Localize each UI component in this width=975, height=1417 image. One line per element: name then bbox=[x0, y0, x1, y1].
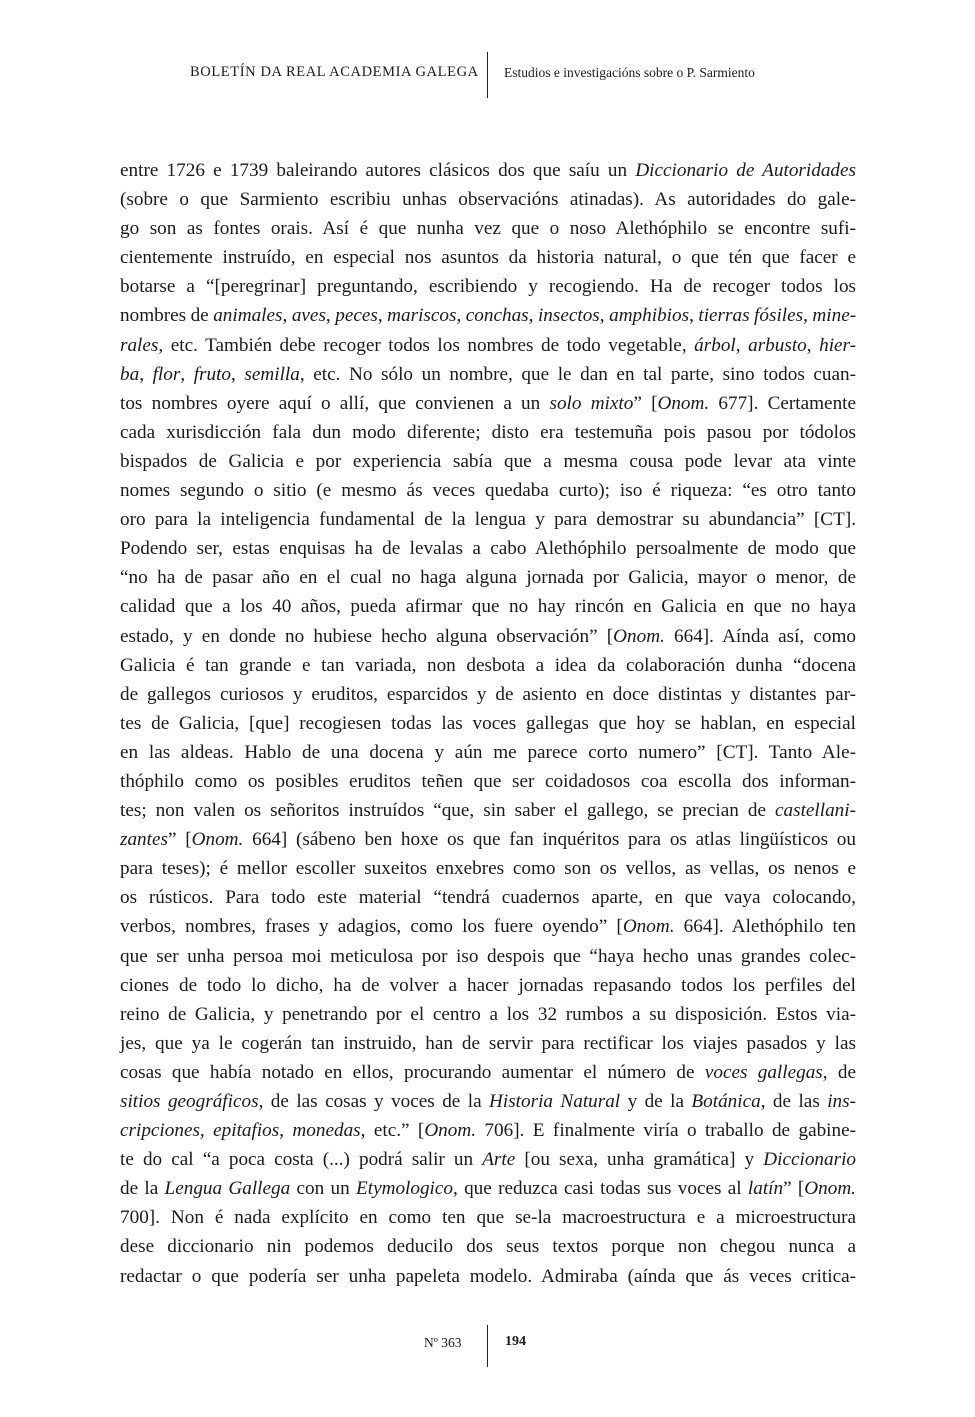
italic-text: Diccionario bbox=[763, 1149, 856, 1171]
text-line bbox=[120, 680, 856, 709]
italic-text: ba bbox=[120, 363, 140, 385]
text-segment: de gallegos curiosos y eruditos, esparcidos y de asiento en doce distintas y distantes par- bbox=[120, 683, 856, 705]
text-line bbox=[120, 1145, 856, 1174]
text-segment: ciones de todo lo dicho, ha de volver a hacer jornadas repasando todos los perfiles del bbox=[120, 974, 856, 996]
section-title: Estudios e investigacións sobre o P. Sarmiento bbox=[504, 65, 755, 80]
text-segment: , bbox=[735, 334, 749, 356]
italic-text: fruto bbox=[193, 363, 232, 385]
text-line bbox=[120, 592, 856, 621]
text-line bbox=[120, 505, 856, 534]
italic-text: Botánica bbox=[691, 1091, 761, 1112]
text-line bbox=[120, 360, 856, 389]
text-line bbox=[120, 651, 856, 680]
text-line bbox=[120, 418, 856, 447]
italic-text: arbusto bbox=[748, 334, 807, 356]
text-segment: 700]. Non é nada explícito en como ten que se-la macroestructura e a microestructura bbox=[120, 1207, 856, 1229]
italic-text: castellani- bbox=[775, 800, 856, 822]
italic-text: conchas bbox=[465, 305, 529, 327]
text-segment: go son as fontes orais. Así é que nunha vez que o noso Alethóphilo se encontre sufi- bbox=[120, 218, 856, 240]
text-line bbox=[120, 971, 856, 1000]
issue-number: Nº 363 bbox=[424, 1335, 462, 1350]
text-line bbox=[120, 1232, 856, 1261]
text-segment: calidad que a los 40 años, pueda afirmar que no hay rincón en Galicia en que no haya bbox=[120, 596, 856, 618]
text-segment: bispados de Galicia e por experiencia sabía que a mesma cousa pode levar ata vinte bbox=[120, 450, 856, 472]
text-segment: ” [ bbox=[167, 829, 192, 851]
italic-text: ins- bbox=[827, 1091, 856, 1112]
text-line bbox=[120, 1203, 856, 1232]
text-line bbox=[120, 854, 856, 883]
italic-text: Onom. bbox=[622, 916, 675, 938]
text-segment: Podendo ser, estas enquisas ha de levalas a cabo Alethóphilo persoalmente de modo que bbox=[120, 538, 856, 560]
italic-text: Arte bbox=[482, 1149, 516, 1171]
text-segment: y de la bbox=[620, 1091, 692, 1112]
text-line bbox=[120, 796, 856, 825]
text-segment: botarse a “[peregrinar] preguntando, escribiendo y recogiendo. Ha de recoger todos los bbox=[120, 276, 856, 298]
italic-text: Onom. bbox=[613, 625, 665, 647]
italic-text: cripciones, epitafios bbox=[120, 1120, 280, 1142]
text-line bbox=[120, 767, 856, 796]
italic-text: latín bbox=[747, 1178, 784, 1200]
text-line bbox=[120, 912, 856, 941]
text-segment: ” [ bbox=[783, 1178, 805, 1200]
text-segment: , que reduzca casi todas sus voces al bbox=[453, 1178, 748, 1200]
italic-text: semilla bbox=[244, 363, 300, 385]
text-segment: cientemente instruído, en especial nos asuntos da historia natural, o que tén que facer e bbox=[120, 247, 856, 269]
text-segment: oro para la inteligencia fundamental de la lengua y para demostrar su abundancia” [CT]. bbox=[120, 509, 856, 531]
text-line bbox=[120, 301, 856, 330]
text-segment: , bbox=[599, 305, 610, 327]
text-segment: , de las cosas y voces de la bbox=[258, 1091, 490, 1112]
text-line bbox=[120, 447, 856, 476]
text-segment: tes; non valen os señoritos instruídos “que, sin saber el gallego, se precian de bbox=[120, 800, 775, 822]
italic-text: Etymologico bbox=[356, 1178, 453, 1200]
text-segment: nombres de bbox=[120, 305, 214, 327]
text-segment: , bbox=[279, 1120, 293, 1142]
text-line bbox=[120, 563, 856, 592]
text-line bbox=[120, 331, 856, 360]
text-segment: te do cal “a poca costa (...) podrá salir un bbox=[120, 1149, 483, 1171]
text-line bbox=[120, 883, 856, 912]
text-line bbox=[120, 272, 856, 301]
text-segment: reino de Galicia, y penetrando por el centro a los 32 rumbos a su disposición. Estos via- bbox=[120, 1003, 856, 1025]
text-segment: dese diccionario nin podemos deducilo dos seus textos porque non chegou nunca a bbox=[120, 1236, 856, 1258]
header-divider bbox=[487, 52, 488, 98]
text-segment: cosas que había notado en ellos, procurando aumentar el número de bbox=[120, 1061, 705, 1083]
italic-text: insectos bbox=[537, 305, 600, 327]
text-segment: , etc. También debe recoger todos los nombres de todo vegetable, bbox=[158, 334, 695, 356]
journal-title: BOLETÍN DA REAL ACADEMIA GALEGA bbox=[190, 64, 479, 80]
italic-text: rales bbox=[120, 334, 159, 356]
italic-text: peces bbox=[335, 305, 378, 327]
text-line bbox=[120, 942, 856, 971]
italic-text: sitios geográficos bbox=[120, 1091, 259, 1112]
text-segment: 664]. Alethóphilo ten bbox=[674, 916, 856, 938]
text-line bbox=[120, 709, 856, 738]
text-line bbox=[120, 185, 856, 214]
text-segment: , etc.” [ bbox=[360, 1120, 425, 1142]
text-segment: nomes segundo o sitio (e mesmo ás veces quedaba curto); iso é riqueza: “es otro tanto bbox=[120, 480, 856, 502]
text-line bbox=[120, 1116, 856, 1145]
text-segment: “no ha de pasar año en el cual no haga alguna jornada por Galicia, mayor o menor, de bbox=[120, 567, 856, 589]
italic-text: voces gallegas bbox=[704, 1061, 823, 1083]
text-line bbox=[120, 1000, 856, 1029]
text-segment: para teses); é mellor escoller suxeitos enxebres como son os vellos, as vellas, os nenos e bbox=[120, 858, 856, 880]
text-segment: en las aldeas. Hablo de una docena y aún me parece corto numero” [CT]. Tanto Ale- bbox=[120, 741, 856, 763]
text-line bbox=[120, 1087, 856, 1116]
text-segment: tes de Galicia, [que] recogiesen todas las voces gallegas que hoy se hablan, en especial bbox=[120, 712, 856, 734]
text-segment: 706]. E finalmente viría o traballo de gabine- bbox=[476, 1120, 857, 1142]
italic-text: solo mixto bbox=[549, 392, 634, 414]
italic-text: zantes bbox=[120, 829, 168, 851]
text-segment: thóphilo como os posibles eruditos teñen que ser coidadosos coa escolla dos informan- bbox=[120, 770, 856, 792]
italic-text: animales bbox=[213, 305, 283, 327]
text-segment: , bbox=[139, 363, 153, 385]
text-line bbox=[120, 622, 856, 651]
text-segment: que ser unha persoa moi meticulosa por iso despois que “haya hecho unas grandes colec- bbox=[120, 945, 856, 967]
text-line bbox=[120, 534, 856, 563]
text-segment: jes, que ya le cogerán tan instruido, han de servir para rectificar los viajes pasados y las bbox=[120, 1032, 856, 1054]
italic-text: mariscos bbox=[387, 305, 457, 327]
text-segment: , de bbox=[822, 1061, 856, 1083]
text-segment: os rústicos. Para todo este material “tendrá cuadernos aparte, en que vaya colocando, bbox=[120, 887, 856, 909]
italic-text: Onom. bbox=[657, 392, 710, 414]
text-line bbox=[120, 389, 856, 418]
italic-text: monedas bbox=[292, 1120, 361, 1142]
italic-text: árbol bbox=[694, 334, 736, 356]
text-segment: con un bbox=[290, 1178, 357, 1200]
text-segment: , bbox=[180, 363, 194, 385]
italic-text: Historia Natural bbox=[489, 1091, 621, 1112]
text-segment: redactar o que podería ser unha papeleta modelo. Admiraba (aínda que ás veces critica- bbox=[120, 1265, 856, 1287]
text-segment: Galicia é tan grande e tan variada, non desbota a idea da colaboración dunha “docena bbox=[120, 654, 856, 676]
text-segment: , de las bbox=[760, 1091, 828, 1112]
italic-text: Diccionario de Autoridades bbox=[635, 160, 856, 181]
italic-text: mine- bbox=[812, 305, 857, 327]
text-segment: verbos, nombres, frases y adagios, como los fuere oyendo” [ bbox=[120, 916, 623, 938]
text-segment: cada xurisdicción fala dun modo diferente; disto era testemuña pois pasou por tódolos bbox=[120, 421, 856, 443]
text-segment: (sobre o que Sarmiento escribiu unhas observacións atinadas). As autoridades do gale- bbox=[120, 189, 856, 211]
italic-text: Lengua Gallega bbox=[164, 1178, 291, 1200]
italic-text: Onom. bbox=[424, 1120, 477, 1142]
footer-divider bbox=[487, 1325, 488, 1367]
body-text bbox=[120, 156, 856, 1291]
text-segment: 664]. Aínda así, como bbox=[664, 625, 857, 647]
italic-text: flor bbox=[152, 363, 181, 385]
text-segment: 664] (sábeno ben hoxe os que fan inquéritos para os atlas lingüísticos ou bbox=[243, 829, 856, 851]
italic-text: amphibios bbox=[609, 305, 690, 327]
text-segment: , bbox=[325, 305, 336, 327]
text-segment: , bbox=[231, 363, 245, 385]
text-segment: , bbox=[803, 305, 813, 327]
italic-text: aves bbox=[291, 305, 326, 327]
text-segment: tos nombres oyere aquí o allí, que convienen a un bbox=[120, 392, 550, 414]
page-number: 194 bbox=[505, 1334, 526, 1349]
text-segment: , etc. No sólo un nombre, que le dan en tal parte, sino todos cuan- bbox=[299, 363, 856, 385]
italic-text: Onom. bbox=[191, 829, 244, 851]
italic-text: tierras fósiles bbox=[698, 305, 804, 327]
text-line bbox=[120, 1029, 856, 1058]
text-line bbox=[120, 1174, 856, 1203]
text-segment: , bbox=[806, 334, 820, 356]
text-line bbox=[120, 243, 856, 272]
italic-text: hier- bbox=[819, 334, 857, 356]
text-line bbox=[120, 156, 856, 185]
text-segment: estado, y en donde no hubiese hecho alguna observación” [ bbox=[120, 625, 614, 647]
text-segment: ” [ bbox=[633, 392, 658, 414]
text-segment: , bbox=[689, 305, 699, 327]
text-segment: , bbox=[282, 305, 292, 327]
text-line bbox=[120, 1262, 856, 1291]
italic-text: Onom. bbox=[804, 1178, 856, 1200]
text-line bbox=[120, 476, 856, 505]
text-line bbox=[120, 214, 856, 243]
text-segment: entre 1726 e 1739 baleirando autores clásicos dos que saíu un bbox=[120, 160, 636, 181]
text-segment: , bbox=[377, 305, 388, 327]
text-segment: de la bbox=[120, 1178, 165, 1200]
text-segment: , bbox=[456, 305, 466, 327]
text-line bbox=[120, 825, 856, 854]
text-line bbox=[120, 1058, 856, 1087]
text-segment: , bbox=[528, 305, 538, 327]
text-segment: 677]. Certamente bbox=[709, 392, 857, 414]
text-line bbox=[120, 738, 856, 767]
text-segment: [ou sexa, unha gramática] y bbox=[515, 1149, 764, 1171]
